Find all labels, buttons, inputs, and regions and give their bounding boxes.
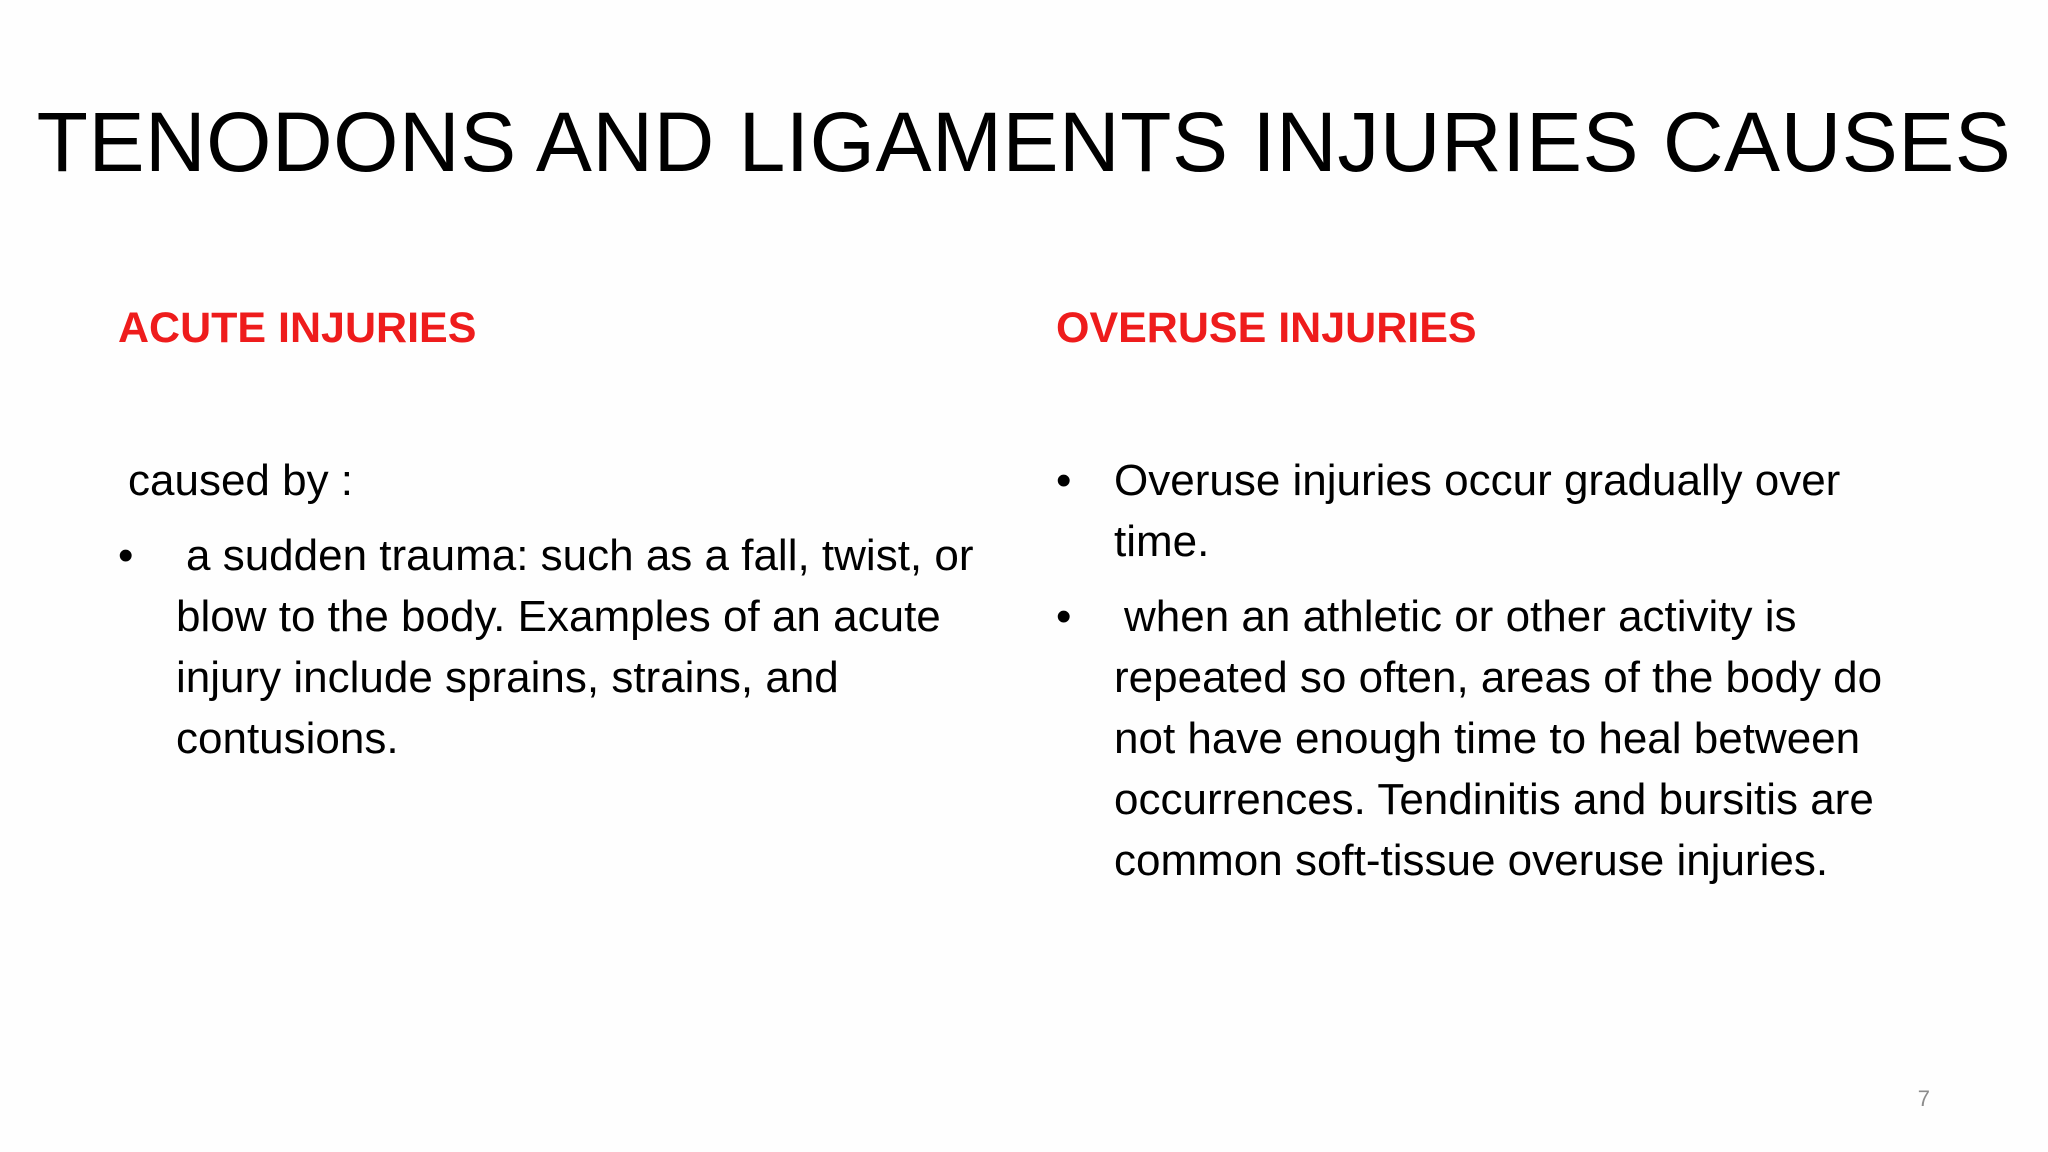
bullet-icon: • xyxy=(1056,456,1072,505)
list-item xyxy=(118,525,998,769)
page-number: 7 xyxy=(1917,1086,1930,1111)
bullet-icon: • xyxy=(118,531,134,580)
bullet-text: Overuse injuries occur gradually over time. xyxy=(1114,456,1841,566)
bullet-text: a sudden trauma: such as a fall, twist, or blow to the body. Examples of an acute injury include sprains, strains, and contusions. xyxy=(176,531,974,763)
list-item xyxy=(1056,450,1936,572)
bullet-text: when an athletic or other activity is repeated so often, areas of the body do not have enough time to heal between occurrences. Tendinitis and bursitis are common soft-tissue overuse injuries. xyxy=(1114,592,1883,885)
caused-by-label: caused by : xyxy=(128,456,354,505)
list-item xyxy=(1056,586,1936,891)
acute-injuries-content xyxy=(118,450,998,783)
slide-title: TENODONS AND LIGAMENTS INJURIES CAUSES xyxy=(36,95,2012,189)
overuse-injuries-content xyxy=(1056,450,1936,905)
bullet-icon: • xyxy=(1056,592,1072,641)
overuse-injuries-heading: OVERUSE INJURIES xyxy=(1056,304,1477,352)
acute-injuries-heading: ACUTE INJURIES xyxy=(118,304,477,352)
